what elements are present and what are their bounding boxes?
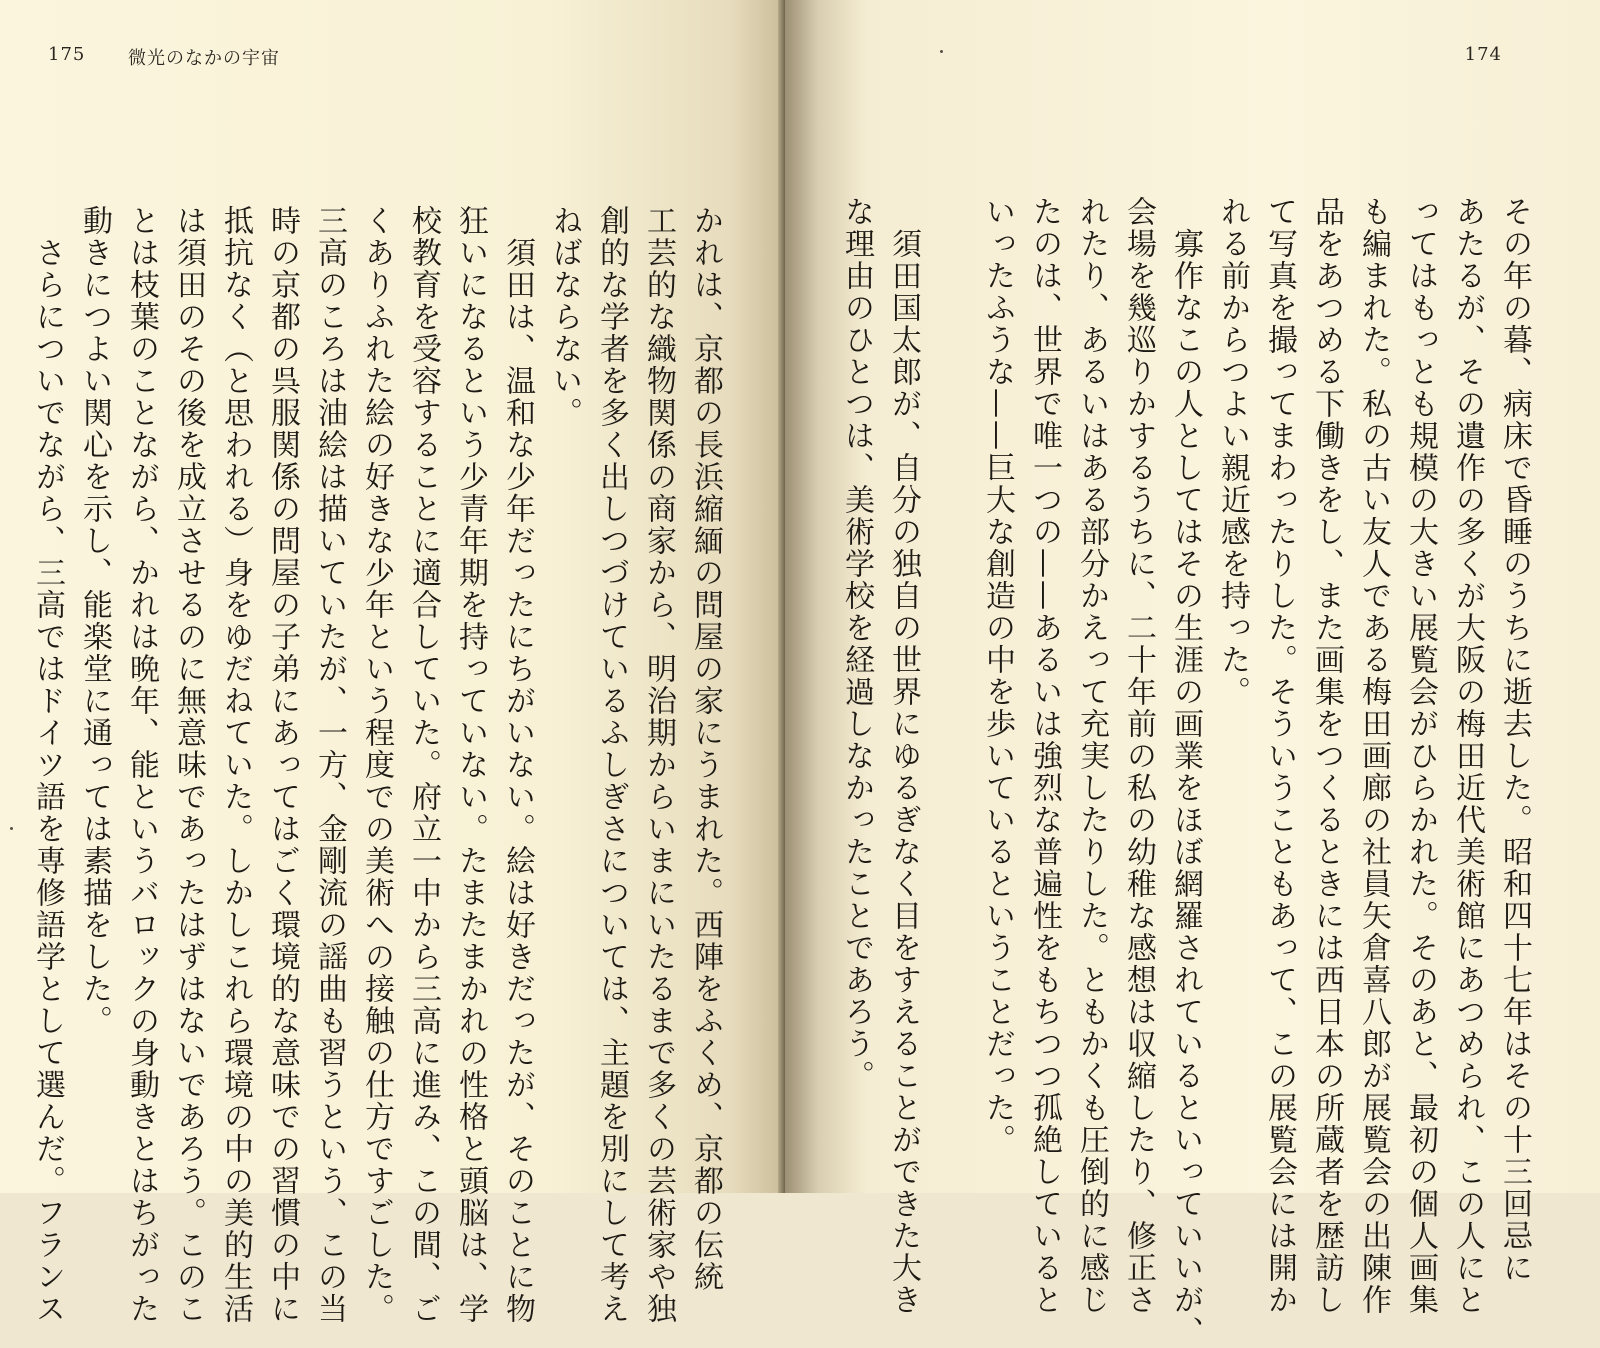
text-column: 狂いになるという少青年期を持っていない。たまたまかれの性格と頭脳は、学	[453, 205, 488, 1325]
left-page-number: 175	[48, 44, 86, 65]
text-column: 工芸的な織物関係の商家から、明治期からいまにいたるまで多くの芸術家や独	[641, 205, 676, 1325]
text-column: たのは、世界で唯一つの——あるいは強烈な普遍性をもちつつ孤絶していると	[1027, 196, 1062, 1316]
text-column: は須田のその後を成立させるのに無意味であったはずはないであろう。このこ	[171, 205, 206, 1325]
text-column: て写真を撮ってまわったりした。そういうこともあって、この展覧会には開か	[1262, 196, 1297, 1316]
speck	[940, 50, 943, 53]
text-column: な理由のひとつは、美術学校を経過しなかったことであろう。	[839, 196, 874, 1092]
text-column: 三高のころは油絵は描いていたが、一方、金剛流の謡曲も習うという、この当	[312, 205, 347, 1325]
text-column: あたるが、その遺作の多くが大阪の梅田近代美術館にあつめられ、この人にと	[1450, 196, 1485, 1316]
text-column: ねばならない。	[547, 205, 582, 429]
text-column: かれは、京都の長浜縮緬の問屋の家にうまれた。西陣をふくめ、京都の伝統	[688, 205, 723, 1293]
left-page-body	[30, 205, 729, 1325]
text-column: 時の京都の呉服関係の問屋の子弟にあってはごく環境的な意味での習慣の中に	[265, 205, 300, 1325]
text-column: れる前からつよい親近感を持った。	[1215, 196, 1250, 708]
text-column: れたり、あるいはある部分かえって充実したりした。ともかくも圧倒的に感じ	[1074, 196, 1109, 1316]
speck	[10, 827, 13, 830]
text-column: 会場を幾巡りかするうちに、二十年前の私の幼稚な感想は収縮したり、修正さ	[1121, 196, 1156, 1316]
text-column: その年の暮、病床で昏睡のうちに逝去した。昭和四十七年はその十三回忌に	[1497, 196, 1532, 1284]
text-column: 校教育を受容することに適合していた。府立一中から三高に進み、この間、ご	[406, 205, 441, 1325]
text-column: 抵抗なく（と思われる）身をゆだねていた。しかしこれら環境の中の美的生活	[218, 205, 253, 1325]
text-column: いったふうな——巨大な創造の中を歩いているということだった。	[980, 196, 1015, 1156]
text-column: 創的な学者を多く出しつづけているふしぎさについては、主題を別にして考え	[594, 205, 629, 1325]
text-column	[927, 196, 974, 1176]
left-page	[0, 0, 785, 1325]
running-title: 微光のなかの宇宙	[128, 48, 280, 69]
text-column: 動きにつよい関心を示し、能楽堂に通っては素描をした。	[77, 205, 112, 1037]
text-column: とは枝葉のことながら、かれは晩年、能というバロックの身動きとはちがった	[124, 205, 159, 1325]
text-column: さらについでながら、三高ではドイツ語を専修語学として選んだ。フランス	[30, 205, 65, 1325]
text-column: ってはもっとも規模の大きい展覧会がひらかれた。そのあと、最初の個人画集	[1403, 196, 1438, 1316]
right-page-body	[838, 196, 1538, 1348]
text-column: くありふれた絵の好きな少年という程度での美術への接触の仕方ですごした。	[359, 205, 394, 1325]
right-page	[785, 0, 1600, 1348]
text-column: 品をあつめる下働きをし、また画集をつくるときには西日本の所蔵者を歴訪し	[1309, 196, 1344, 1316]
text-column: も編まれた。私の古い友人である梅田画廊の社員矢倉喜八郎が展覧会の出陳作	[1356, 196, 1391, 1316]
text-column: 須田国太郎が、自分の独自の世界にゆるぎなく目をすえることができた大き	[886, 196, 921, 1316]
text-column: 須田は、温和な少年だったにちがいない。絵は好きだったが、そのことに物	[500, 205, 535, 1325]
text-column: 寡作なこの人としてはその生涯の画業をほぼ網羅されているといっていいが、	[1168, 196, 1203, 1348]
right-page-number: 174	[1464, 44, 1502, 65]
